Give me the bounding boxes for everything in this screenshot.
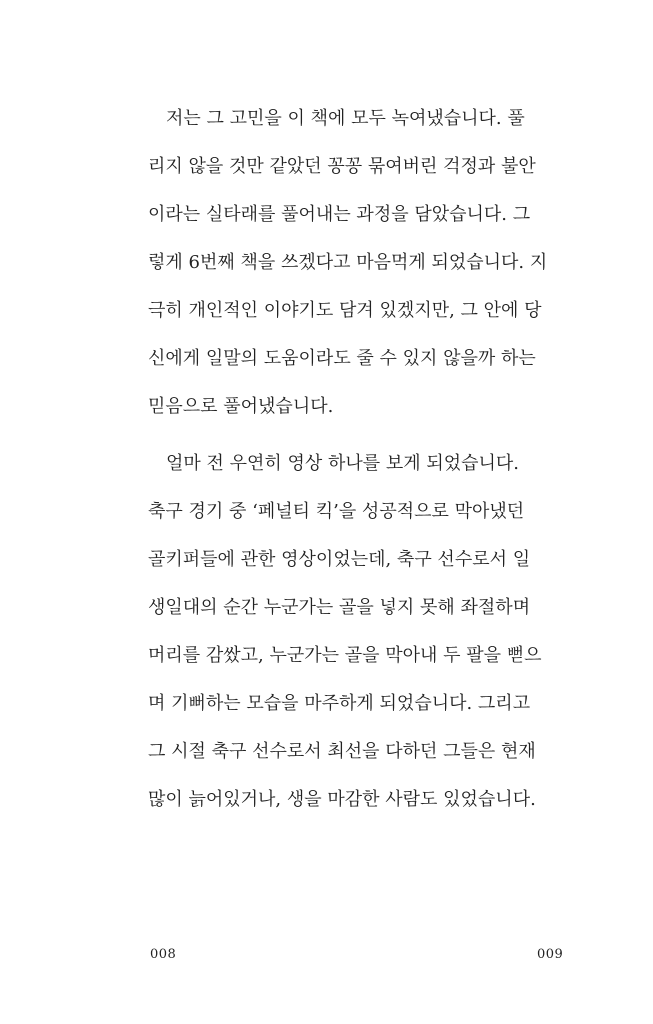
page-number-left: 008	[150, 947, 177, 962]
paragraph-2	[148, 447, 562, 831]
text-line: 신에게 일말의 도움이라도 줄 수 있지 않을까 하는	[148, 348, 536, 369]
text-line: 생일대의 순간 누군가는 골을 넣지 못해 좌절하며	[148, 597, 531, 618]
text-line: 극히 개인적인 이야기도 담겨 있겠지만, 그 안에 당	[148, 300, 542, 321]
text-line: 저는 그 고민을 이 책에 모두 녹여냈습니다. 풀	[148, 108, 525, 129]
text-line: 믿음으로 풀어냈습니다.	[148, 396, 334, 417]
text-line: 이라는 실타래를 풀어내는 과정을 담았습니다. 그	[148, 204, 531, 225]
text-line: 리지 않을 것만 같았던 꽁꽁 묶여버린 걱정과 불안	[148, 156, 536, 177]
page-number-right: 009	[537, 947, 564, 962]
text-line: 머리를 감쌌고, 누군가는 골을 막아내 두 팔을 뻗으	[148, 645, 542, 666]
text-line: 얼마 전 우연히 영상 하나를 보게 되었습니다.	[148, 453, 520, 474]
text-line: 며 기뻐하는 모습을 마주하게 되었습니다. 그리고	[148, 693, 531, 714]
text-line: 많이 늙어있거나, 생을 마감한 사람도 있었습니다.	[148, 789, 536, 810]
text-line: 골키퍼들에 관한 영상이었는데, 축구 선수로서 일	[148, 549, 531, 570]
paragraph-1	[148, 102, 562, 438]
text-line: 렇게 6번째 책을 쓰겠다고 마음먹게 되었습니다. 지	[148, 252, 548, 273]
text-line: 그 시절 축구 선수로서 최선을 다하던 그들은 현재	[148, 741, 536, 762]
text-line: 축구 경기 중 ‘페널티 킥’을 성공적으로 막아냈던	[148, 501, 525, 522]
